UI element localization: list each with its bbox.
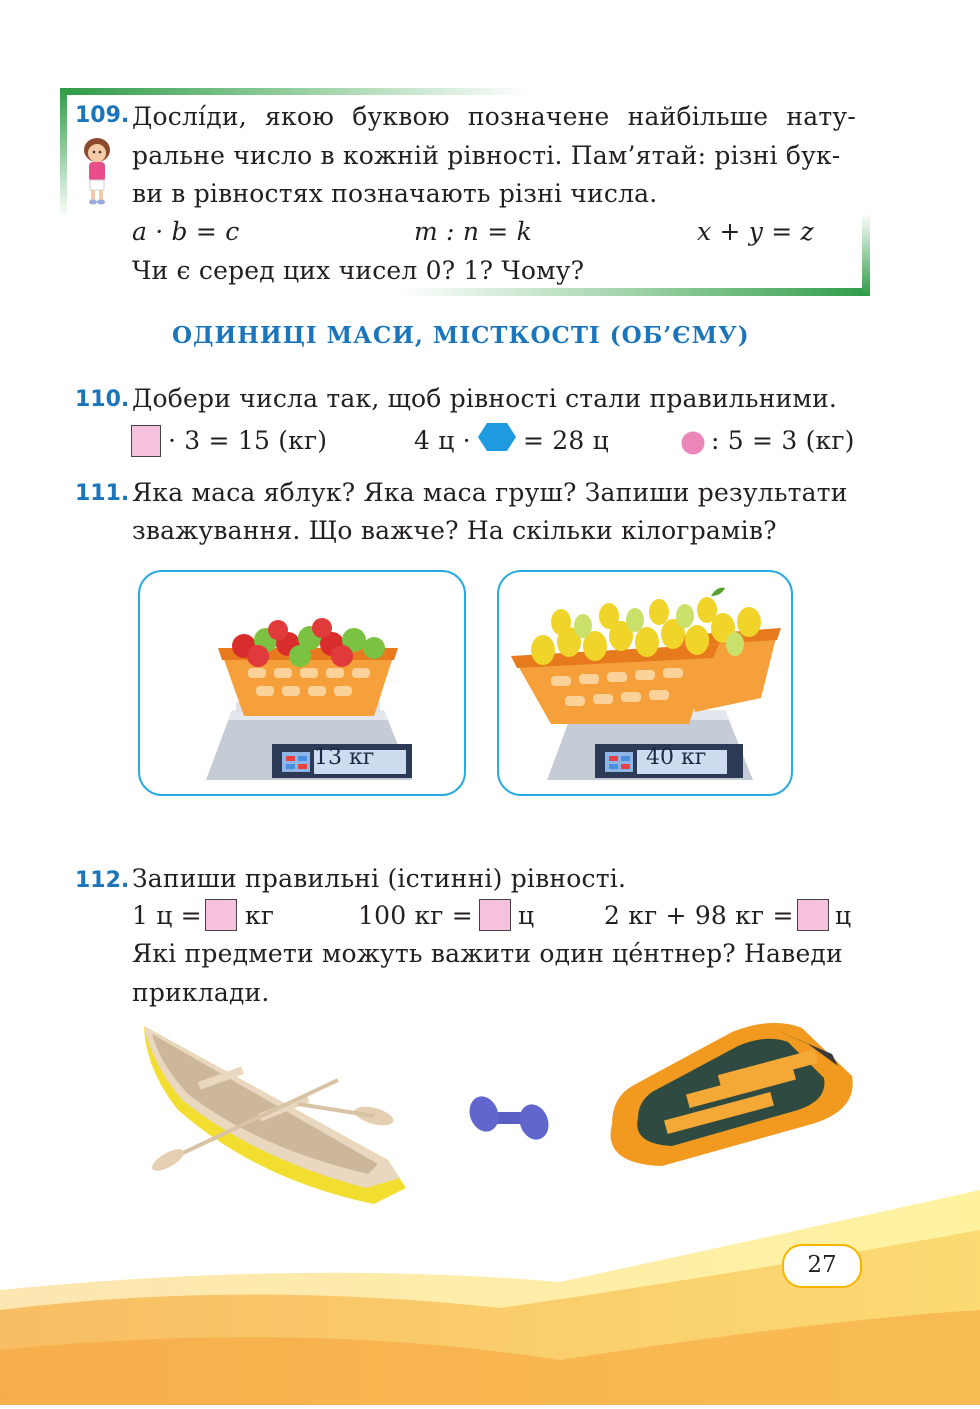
circle-icon bbox=[681, 431, 705, 455]
equation: 100 кг = bbox=[358, 901, 473, 930]
equation: = 28 ц bbox=[523, 426, 609, 455]
inflatable-boat-icon bbox=[602, 1014, 858, 1172]
section-heading: ОДИНИЦІ МАСИ, МІСТКОСТІ (ОБ’ЄМУ) bbox=[172, 322, 750, 349]
equation: m : n = k bbox=[414, 217, 532, 246]
dumbbell-icon bbox=[464, 1090, 552, 1146]
pears-on-scale-illustration bbox=[499, 572, 791, 794]
equation: a · b = c bbox=[132, 217, 240, 246]
equation: ц bbox=[835, 901, 852, 930]
answer-box[interactable] bbox=[205, 899, 237, 931]
exercise-text: приклади. bbox=[132, 978, 270, 1007]
decorative-wave-background bbox=[0, 1190, 980, 1405]
hexagon-icon bbox=[477, 422, 517, 452]
equation: 1 ц = bbox=[132, 901, 202, 930]
exercise-text: Які предмети можуть важити один цéнтнер? Наведи bbox=[132, 939, 843, 968]
equation: · 3 = 15 (кг) bbox=[168, 426, 328, 455]
pears-scale-panel bbox=[497, 570, 793, 796]
exercise-text: зважування. Що важче? На скільки кілограмів? bbox=[132, 516, 777, 545]
answer-box[interactable] bbox=[131, 425, 161, 457]
exercise-number: 111. bbox=[75, 481, 130, 506]
equation: 2 кг + 98 кг = bbox=[604, 901, 794, 930]
exercise-text: ви в рівностях позначають різні числа. bbox=[132, 179, 658, 208]
scale-display-reading: 40 кг bbox=[646, 745, 707, 770]
exercise-number: 109. bbox=[75, 103, 130, 128]
girl-mascot-icon bbox=[78, 136, 116, 206]
apples-scale-panel bbox=[138, 570, 466, 796]
equation: x + y = z bbox=[697, 217, 814, 246]
equation: кг bbox=[245, 901, 275, 930]
exercise-number: 110. bbox=[75, 387, 130, 412]
exercise-text: Добери числа так, щоб рівності стали правильними. bbox=[132, 384, 838, 413]
equation: 4 ц · bbox=[414, 426, 471, 455]
answer-box[interactable] bbox=[479, 899, 511, 931]
scale-display-reading: 13 кг bbox=[314, 745, 375, 770]
equation: ц bbox=[518, 901, 535, 930]
apples-on-scale-illustration bbox=[140, 572, 464, 794]
page-number: 27 bbox=[782, 1244, 862, 1288]
exercise-question: Чи є серед цих чисел 0? 1? Чому? bbox=[132, 256, 585, 285]
exercise-number: 112. bbox=[75, 868, 130, 893]
answer-box[interactable] bbox=[797, 899, 829, 931]
equation: : 5 = 3 (кг) bbox=[711, 426, 855, 455]
exercise-text: ральне число в кожній рівності. Пам’ятай: різні бук- bbox=[132, 141, 841, 170]
exercise-text: Запиши правильні (істинні) рівності. bbox=[132, 864, 627, 893]
rowboat-icon bbox=[138, 1020, 414, 1210]
exercise-text: Дослíди, якою буквою позначене найбільше нату- bbox=[132, 102, 856, 131]
exercise-text: Яка маса яблук? Яка маса груш? Запиши результати bbox=[132, 478, 848, 507]
